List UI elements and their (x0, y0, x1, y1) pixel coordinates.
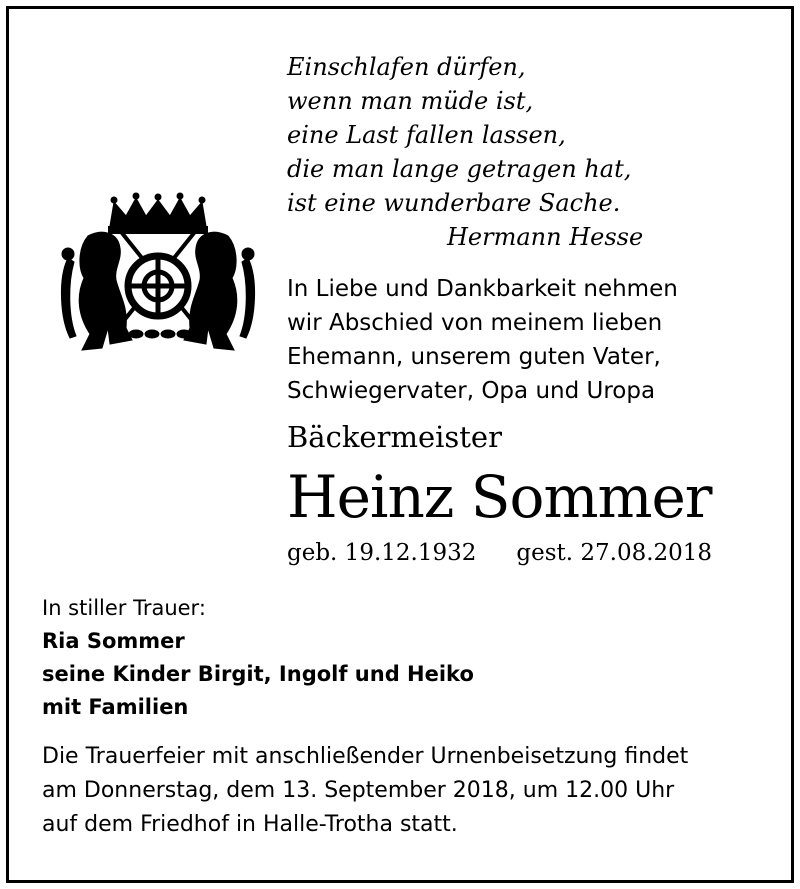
mourner-name: mit Familien (42, 695, 189, 719)
ceremony-line: am Donnerstag, dem 13. September 2018, um 12.00 Uhr (42, 778, 675, 803)
mourner-name: seine Kinder Birgit, Ingolf und Heiko (42, 662, 474, 686)
death-date: gest. 27.08.2018 (516, 540, 713, 566)
poem-line: wenn man müde ist, (287, 87, 534, 115)
poem-line: Einschlafen dürfen, (287, 53, 526, 81)
poem-line: die man lange getragen hat, (287, 155, 632, 183)
intro-line: In Liebe und Dankbarkeit nehmen (287, 276, 678, 302)
mourner-name: Ria Sommer (42, 629, 185, 653)
intro-line: Schwiegervater, Opa und Uropa (287, 378, 656, 404)
baker-guild-emblem-icon (48, 188, 268, 368)
poem-line: ist eine wunderbare Sache. (287, 189, 621, 217)
deceased-name: Heinz Sommer (287, 463, 712, 531)
mourners (42, 592, 474, 724)
deceased-title: Bäckermeister (287, 420, 502, 454)
intro-line: Ehemann, unserem guten Vater, (287, 344, 661, 370)
intro-text (287, 272, 678, 408)
poem (287, 50, 643, 254)
ceremony-info (42, 740, 688, 842)
life-dates (287, 540, 712, 566)
ceremony-line: Die Trauerfeier mit anschließender Urnenbeisetzung findet (42, 744, 689, 769)
mourners-heading: In stiller Trauer: (42, 596, 206, 620)
poem-line: eine Last fallen lassen, (287, 121, 566, 149)
birth-date: geb. 19.12.1932 (287, 540, 477, 566)
poem-author: Hermann Hesse (447, 223, 644, 251)
intro-line: wir Abschied von meinem lieben (287, 310, 663, 336)
ceremony-line: auf dem Friedhof in Halle-Trotha statt. (42, 812, 458, 837)
